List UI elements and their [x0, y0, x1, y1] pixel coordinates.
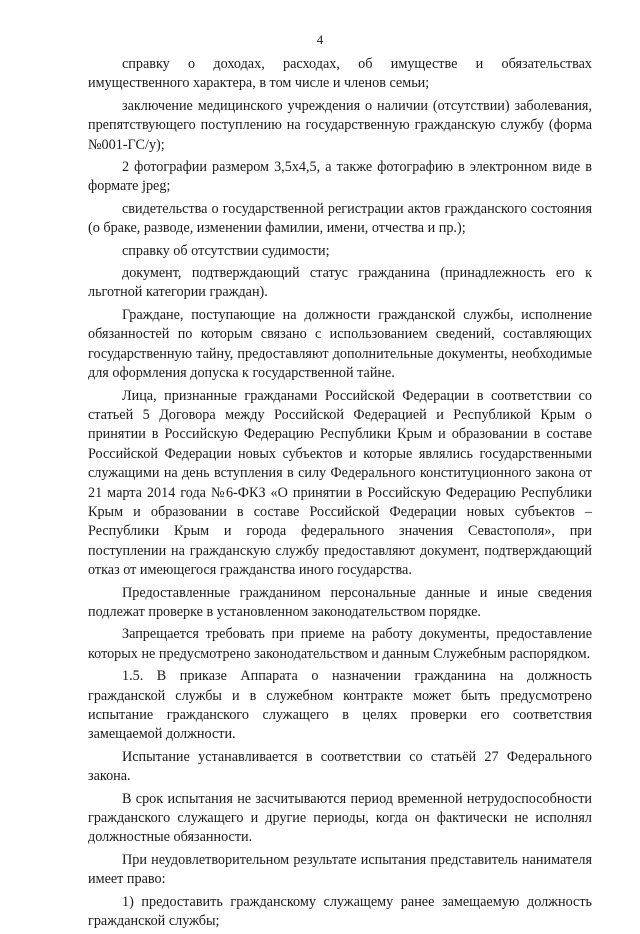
paragraph-prohibited-documents: Запрещается требовать при приеме на работу документы, предоставление которых не предусмотрено законодательством и данным Служебным распорядком.: [88, 626, 592, 662]
paragraph-crimea-citizens: Лица, признанные гражданами Российской Федерации в соответствии со статьей 5 Договора между Российской Федерацией и Республикой Крым о принятии в Российскую Федерацию Республики Крым и образовании в составе Российской Федерации новых субъектов и которые являлись государственными служащими на день вступления в силу Федерального конституционного закона от 21 марта 2014 года №6-ФКЗ «О принятии в Российскую Федерацию Республики Крым и образовании в составе Российской Федерации новых субъектов – Республики Крым и города федерального значения Севастополя», при поступлении на гражданскую службу предоставляют документ, подтверждающий отказ от имеющегося гражданства иного государства.: [88, 387, 592, 579]
document-body: [88, 55, 592, 934]
page-number: 4: [316, 32, 324, 47]
paragraph-civil-status-certificates: свидетельства о государственной регистрации актов гражданского состояния (о браке, разводе, изменении фамилии, имени, отчества и пр.);: [88, 200, 592, 237]
paragraph-item-1: 1) предоставить гражданскому служащему ранее замещаемую должность гражданской службы;: [88, 893, 592, 930]
paragraph-state-secret: Граждане, поступающие на должности гражданской службы, исполнение обязанностей по которым связано с использованием сведений, составляющих государственную тайну, предоставляют дополнительные документы, необходимые для оформления допуска к государственной тайне.: [88, 306, 592, 382]
paragraph-data-verification: Предоставленные гражданином персональные данные и иные сведения подлежат проверке в установленном законодательством порядке.: [88, 584, 592, 620]
paragraph-status-document: документ, подтверждающий статус гражданина (принадлежность его к льготной категории граждан).: [88, 265, 592, 301]
paragraph-unsatisfactory-result: При неудовлетворительном результате испытания представитель нанимателя имеет право:: [88, 851, 592, 888]
paragraph-probation-law: Испытание устанавливается в соответствии со статьёй 27 Федерального закона.: [88, 748, 592, 785]
paragraph-criminal-record: справку об отсутствии судимости;: [122, 242, 330, 259]
paragraph-clause-1-5: 1.5. В приказе Аппарата о назначении гражданина на должность гражданской службы и в служебном контракте может быть предусмотрено испытание гражданского служащего в целях проверки его соответствия замещаемой должности.: [88, 668, 592, 743]
paragraph-income-certificate: справку о доходах, расходах, об имуществе и обязательствах имущественного характера, в том числе и членов семьи;: [88, 56, 592, 92]
paragraph-photos: 2 фотографии размером 3,5х4,5, а также фотографию в электронном виде в формате jpeg;: [88, 159, 592, 195]
paragraph-probation-excluded-periods: В срок испытания не засчитываются период временной нетрудоспособности гражданского служащего и другие периоды, когда он фактически не исполнял должностные обязанности.: [88, 790, 592, 846]
paragraph-medical-certificate: заключение медицинского учреждения о наличии (отсутствии) заболевания, препятствующего поступлению на государственную гражданскую службу (форма №001-ГС/у);: [88, 97, 592, 153]
